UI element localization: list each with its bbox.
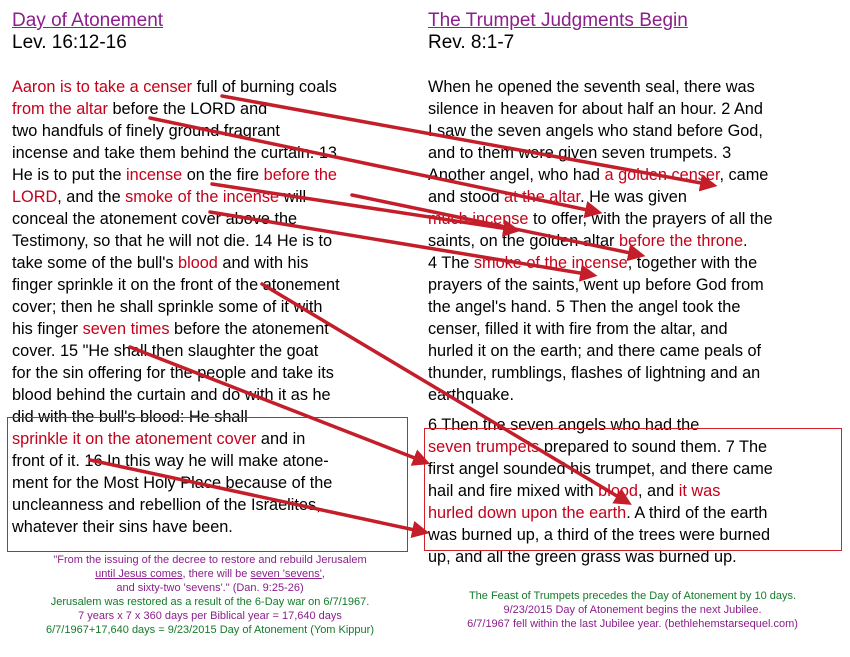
passage-line xyxy=(12,76,404,98)
passage-line xyxy=(12,362,404,384)
passage-text: saints, on the golden altar xyxy=(428,232,619,250)
passage-line xyxy=(428,546,840,568)
passage-line xyxy=(428,208,840,230)
right-note-line-2: 9/23/2015 Day of Atonement begins the next Jubilee. xyxy=(503,604,762,616)
passage-text: his finger xyxy=(12,320,83,338)
passage-line xyxy=(12,164,404,186)
highlighted-phrase: a golden censer xyxy=(604,166,720,184)
left-note-line-4: Jerusalem was restored as a result of the 6-Day war on 6/7/1967. xyxy=(50,596,370,608)
passage-text: will xyxy=(279,188,307,206)
highlighted-phrase: smoke of the incense xyxy=(125,188,280,206)
passage-text: hurled it on the earth; and there came peals of xyxy=(428,342,762,360)
passage-line xyxy=(428,318,840,340)
passage-text: was burned up, a third of the trees were burned xyxy=(428,526,771,544)
passage-text: two handfuls of finely ground fragrant xyxy=(12,122,280,140)
passage-line xyxy=(12,494,404,516)
passage-line xyxy=(428,120,840,142)
passage-line xyxy=(428,414,840,436)
highlighted-phrase: from the altar xyxy=(12,100,108,118)
seven-sevens: seven 'sevens' xyxy=(250,568,322,580)
passage-text: 4 The xyxy=(428,254,474,272)
passage-line xyxy=(12,252,404,274)
passage-text: front of it. 16 In this way he will make atone- xyxy=(12,452,329,470)
passage-text: the angel's hand. 5 Then the angel took the xyxy=(428,298,741,316)
until-jesus-comes: until Jesus comes xyxy=(95,568,183,580)
passage-text: whatever their sins have been. xyxy=(12,518,233,536)
passage-text: thunder, rumblings, flashes of lightning and an xyxy=(428,364,761,382)
passage-text: prayers of the saints, went up before God from xyxy=(428,276,764,294)
passage-text: censer, filled it with fire from the altar, and xyxy=(428,320,728,338)
passage-line xyxy=(12,384,404,406)
passage-text: , together with the xyxy=(627,254,758,272)
passage-text: before the atonement xyxy=(169,320,329,338)
left-title: Day of Atonement xyxy=(12,10,164,31)
right-column xyxy=(428,10,840,568)
passage-line xyxy=(12,186,404,208)
passage-line xyxy=(12,142,404,164)
passage-text: . He was given xyxy=(580,188,687,206)
left-column xyxy=(12,10,404,538)
passage-line xyxy=(428,274,840,296)
passage-text: Another angel, who had xyxy=(428,166,605,184)
highlighted-phrase: before the throne xyxy=(618,232,743,250)
highlighted-phrase: blood xyxy=(178,254,218,272)
passage-text: cover. 15 "He shall then slaughter the goat xyxy=(12,342,319,360)
passage-line xyxy=(428,186,840,208)
passage-line xyxy=(428,458,840,480)
right-note-line-1: The Feast of Trumpets precedes the Day of Atonement by 10 days. xyxy=(468,590,797,602)
passage-text: and with his xyxy=(217,254,309,272)
passage-text: finger sprinkle it on the front of the atonement xyxy=(12,276,340,294)
passage-line xyxy=(428,164,840,186)
passage-line xyxy=(428,296,840,318)
highlighted-phrase: Aaron is to take a censer xyxy=(12,78,193,96)
right-passage xyxy=(428,76,840,568)
passage-text: . xyxy=(743,232,748,250)
passage-text: take some of the bull's xyxy=(12,254,179,272)
passage-line xyxy=(12,230,404,252)
passage-text: and in xyxy=(256,430,306,448)
passage-line xyxy=(428,76,840,98)
passage-text: incense and take them behind the curtain. 13 xyxy=(12,144,337,162)
left-passage xyxy=(12,76,404,538)
passage-text: , came xyxy=(719,166,769,184)
passage-line xyxy=(12,318,404,340)
passage-text: and stood xyxy=(428,188,505,206)
right-note-line-3: 6/7/1967 fell within the last Jubilee year. (bethlehemstarsequel.com) xyxy=(467,618,798,630)
dan-quote-line-3: and sixty-two 'sevens'." (Dan. 9:25-26) xyxy=(116,582,304,594)
passage-text: before the LORD and xyxy=(107,100,268,118)
passage-line xyxy=(12,450,404,472)
passage-line xyxy=(12,406,404,428)
passage-text: 6 Then the seven angels who had the xyxy=(428,416,700,434)
highlighted-phrase: incense xyxy=(126,166,183,184)
right-title: The Trumpet Judgments Begin xyxy=(428,10,688,31)
passage-line xyxy=(428,340,840,362)
passage-text: hail and fire mixed with xyxy=(428,482,599,500)
passage-line xyxy=(428,436,840,458)
passage-line xyxy=(12,472,404,494)
passage-text: and to them were given seven trumpets. 3 xyxy=(428,144,732,162)
highlighted-phrase: seven trumpets xyxy=(428,438,540,456)
passage-line xyxy=(12,98,404,120)
passage-text: uncleanness and rebellion of the Israelites, xyxy=(12,496,321,514)
passage-text: ment for the Most Holy Place because of the xyxy=(12,474,333,492)
passage-text: , and xyxy=(637,482,679,500)
passage-line xyxy=(428,384,840,406)
passage-text: When he opened the seventh seal, there was xyxy=(428,78,755,96)
highlighted-phrase: at the altar xyxy=(504,188,581,206)
highlighted-phrase: seven times xyxy=(82,320,170,338)
passage-line xyxy=(428,502,840,524)
left-reference: Lev. 16:12-16 xyxy=(12,32,127,53)
highlighted-phrase: smoke of the incense xyxy=(473,254,628,272)
passage-line xyxy=(12,340,404,362)
left-note-line-6: 6/7/1967+17,640 days = 9/23/2015 Day of Atonement (Yom Kippur) xyxy=(46,624,374,636)
highlighted-phrase: blood xyxy=(598,482,638,500)
passage-text: did with the bull's blood: He shall xyxy=(12,408,248,426)
highlighted-phrase: much incense xyxy=(428,210,529,228)
passage-line xyxy=(428,230,840,252)
passage-line xyxy=(12,516,404,538)
passage-line xyxy=(428,524,840,546)
passage-text: full of burning coals xyxy=(192,78,337,96)
passage-text: Testimony, so that he will not die. 14 He is to xyxy=(12,232,333,250)
passage-line xyxy=(12,296,404,318)
passage-text: up, and all the green grass was burned up. xyxy=(428,548,737,566)
highlighted-phrase: hurled down upon the earth xyxy=(428,504,627,522)
passage-line xyxy=(12,208,404,230)
passage-line xyxy=(428,480,840,502)
passage-line xyxy=(12,428,404,450)
right-reference: Rev. 8:1-7 xyxy=(428,32,515,53)
passage-line xyxy=(12,274,404,296)
passage-text: to offer, with the prayers of all the xyxy=(528,210,773,228)
dan-quote-line-2: until Jesus comes, there will be seven 'sevens', xyxy=(95,568,325,580)
passage-line xyxy=(428,142,840,164)
highlighted-phrase: sprinkle it on the atonement cover xyxy=(12,430,257,448)
left-footnote xyxy=(0,553,420,637)
passage-text: blood behind the curtain and do with it as he xyxy=(12,386,331,404)
dan-quote-line-1: "From the issuing of the decree to restore and rebuild Jerusalem xyxy=(53,554,367,566)
passage-text: , and the xyxy=(57,188,126,206)
passage-text: prepared to sound them. 7 The xyxy=(539,438,768,456)
passage-text: . A third of the earth xyxy=(626,504,768,522)
passage-text: first angel sounded his trumpet, and there came xyxy=(428,460,773,478)
passage-text: silence in heaven for about half an hour. 2 And xyxy=(428,100,763,118)
passage-text: He is to put the xyxy=(12,166,127,184)
passage-text: I saw the seven angels who stand before God, xyxy=(428,122,763,140)
passage-text: cover; then he shall sprinkle some of it with xyxy=(12,298,323,316)
highlighted-phrase: LORD xyxy=(12,188,58,206)
passage-line xyxy=(428,362,840,384)
passage-text: on the fire xyxy=(182,166,264,184)
passage-text: conceal the atonement cover above the xyxy=(12,210,298,228)
highlighted-phrase: before the xyxy=(263,166,337,184)
passage-line xyxy=(428,252,840,274)
right-footnote xyxy=(425,589,840,631)
passage-text: for the sin offering for the people and take its xyxy=(12,364,334,382)
left-note-line-5: 7 years x 7 x 360 days per Biblical year = 17,640 days xyxy=(78,610,342,622)
highlighted-phrase: it was xyxy=(678,482,721,500)
passage-line xyxy=(428,98,840,120)
passage-line xyxy=(12,120,404,142)
passage-text: earthquake. xyxy=(428,386,514,404)
